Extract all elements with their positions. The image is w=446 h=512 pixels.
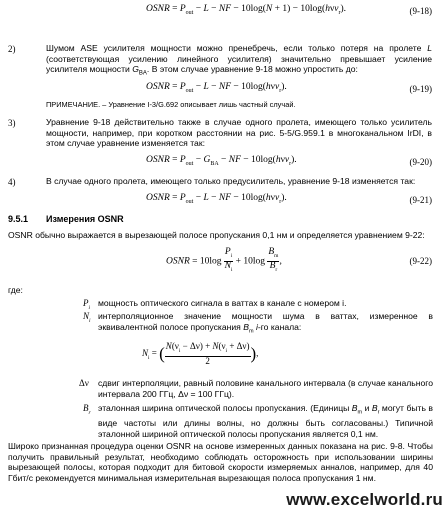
definition-pi: мощность оптического сигнала в ваттах в канале с номером i. [98, 298, 347, 308]
equation-number: (9-21) [409, 195, 432, 205]
section-title: Измерения OSNR [46, 214, 124, 224]
intro-paragraph: OSNR обычно выражается в вырезающей полосе пропускания 0,1 нм и определяется уравнением 9-22: [8, 230, 425, 240]
paragraph-item-2: Шумом ASE усилителя мощности можно пренебречь, если только потеря на пролете L (соответствующая усилению линейного усилителя) значительно превышает усиление усилителя мощности $G_{BA}$. В этом случае уравнение 9-18 можно упростить до: [46, 43, 432, 77]
equation-number: (9-22) [409, 256, 432, 266]
term-br: $B_r$ [83, 403, 91, 416]
term-delta-nu: Δν [79, 378, 89, 388]
paragraph-item-4: В случае одного пролета, имеющего только предусилитель, уравнение 9-18 изменяется так: [46, 176, 416, 186]
definition-ni: интерполяционное значение мощности шума в ваттах, измеренное в эквивалентной полосе пропускания $B_m$ i-го канала: [98, 311, 433, 335]
paragraph-item-3: Уравнение 9-18 действительно также в случае одного пролета, имеющего только усилитель мощности, например, при коротком расстоянии на рис. 5-5/G.959.1 в многоканальном IrDI, в этом случае уравнение изменяется так: [46, 117, 432, 149]
closing-paragraph: Широко признанная процедура оценки OSNR на основе измеренных данных показана на рис. 9-8. Чтобы получить правильный результат, необходимо соблюдать осторожность при использовании ширины вырезающей полосы, которая подходит для битовой скорости измеряемых анналов, например, для 40 Гбит/с рекомендуется минимальная измерительная вырезающая полоса пропускания 1 нм. [8, 441, 433, 483]
where-label: где: [8, 285, 23, 295]
definition-br: эталонная ширина оптической полосы пропускания. (Единицы $B_m$ и $B_r$ могут быть в виде частоты или длины волны, но должны быть согласованы.) Типичной эталонной шириной оптической полосы пропускания является 0,1 нм. [98, 403, 433, 439]
equation-number: (9-18) [409, 6, 432, 16]
term-ni: $N_i$ [83, 311, 91, 324]
equation-9-18: OSNR = $P_{out} - L$ − NF − 10log(N + 1) − 10log(hνν$_r$). [146, 4, 347, 16]
equation-9-19: OSNR = $P_{out} - L$ − NF − 10log(hνν$_r$). [146, 82, 287, 94]
term-pi: $P_i$ [83, 298, 91, 311]
list-number: 4) [8, 177, 16, 187]
ni-formula: $N_i$ = ( $\frac{N(\nu_i - \Delta\nu) + N(\nu_i + \Delta\nu)}{2}$ ), [142, 341, 259, 366]
equation-number: (9-19) [409, 84, 432, 94]
note: ПРИМЕЧАНИЕ. – Уравнение I-3/G.692 описывает лишь частный случай. [46, 100, 296, 109]
definition-delta-nu: сдвиг интерполяции, равный половине канального интервала (в случае канального интервала 200 ГГц, Δν = 100 ГГц). [98, 378, 433, 399]
watermark: www.excelworld.ru [286, 490, 443, 509]
equation-number: (9-20) [409, 157, 432, 167]
equation-9-21: OSNR = $P_{out} - L$ − NF − 10log(hνν$_r$). [146, 193, 287, 205]
equation-9-20: OSNR = $P_{out} - G_{BA}$ − NF − 10log(hνν$_r$). [146, 155, 297, 167]
list-number: 2) [8, 44, 16, 54]
section-number: 9.5.1 [8, 214, 29, 224]
equation-9-22: OSNR = 10log $\frac{P_i}{N_i}$ + 10log $\frac{B_m}{B_r}$ , [166, 247, 282, 273]
list-number: 3) [8, 118, 16, 128]
